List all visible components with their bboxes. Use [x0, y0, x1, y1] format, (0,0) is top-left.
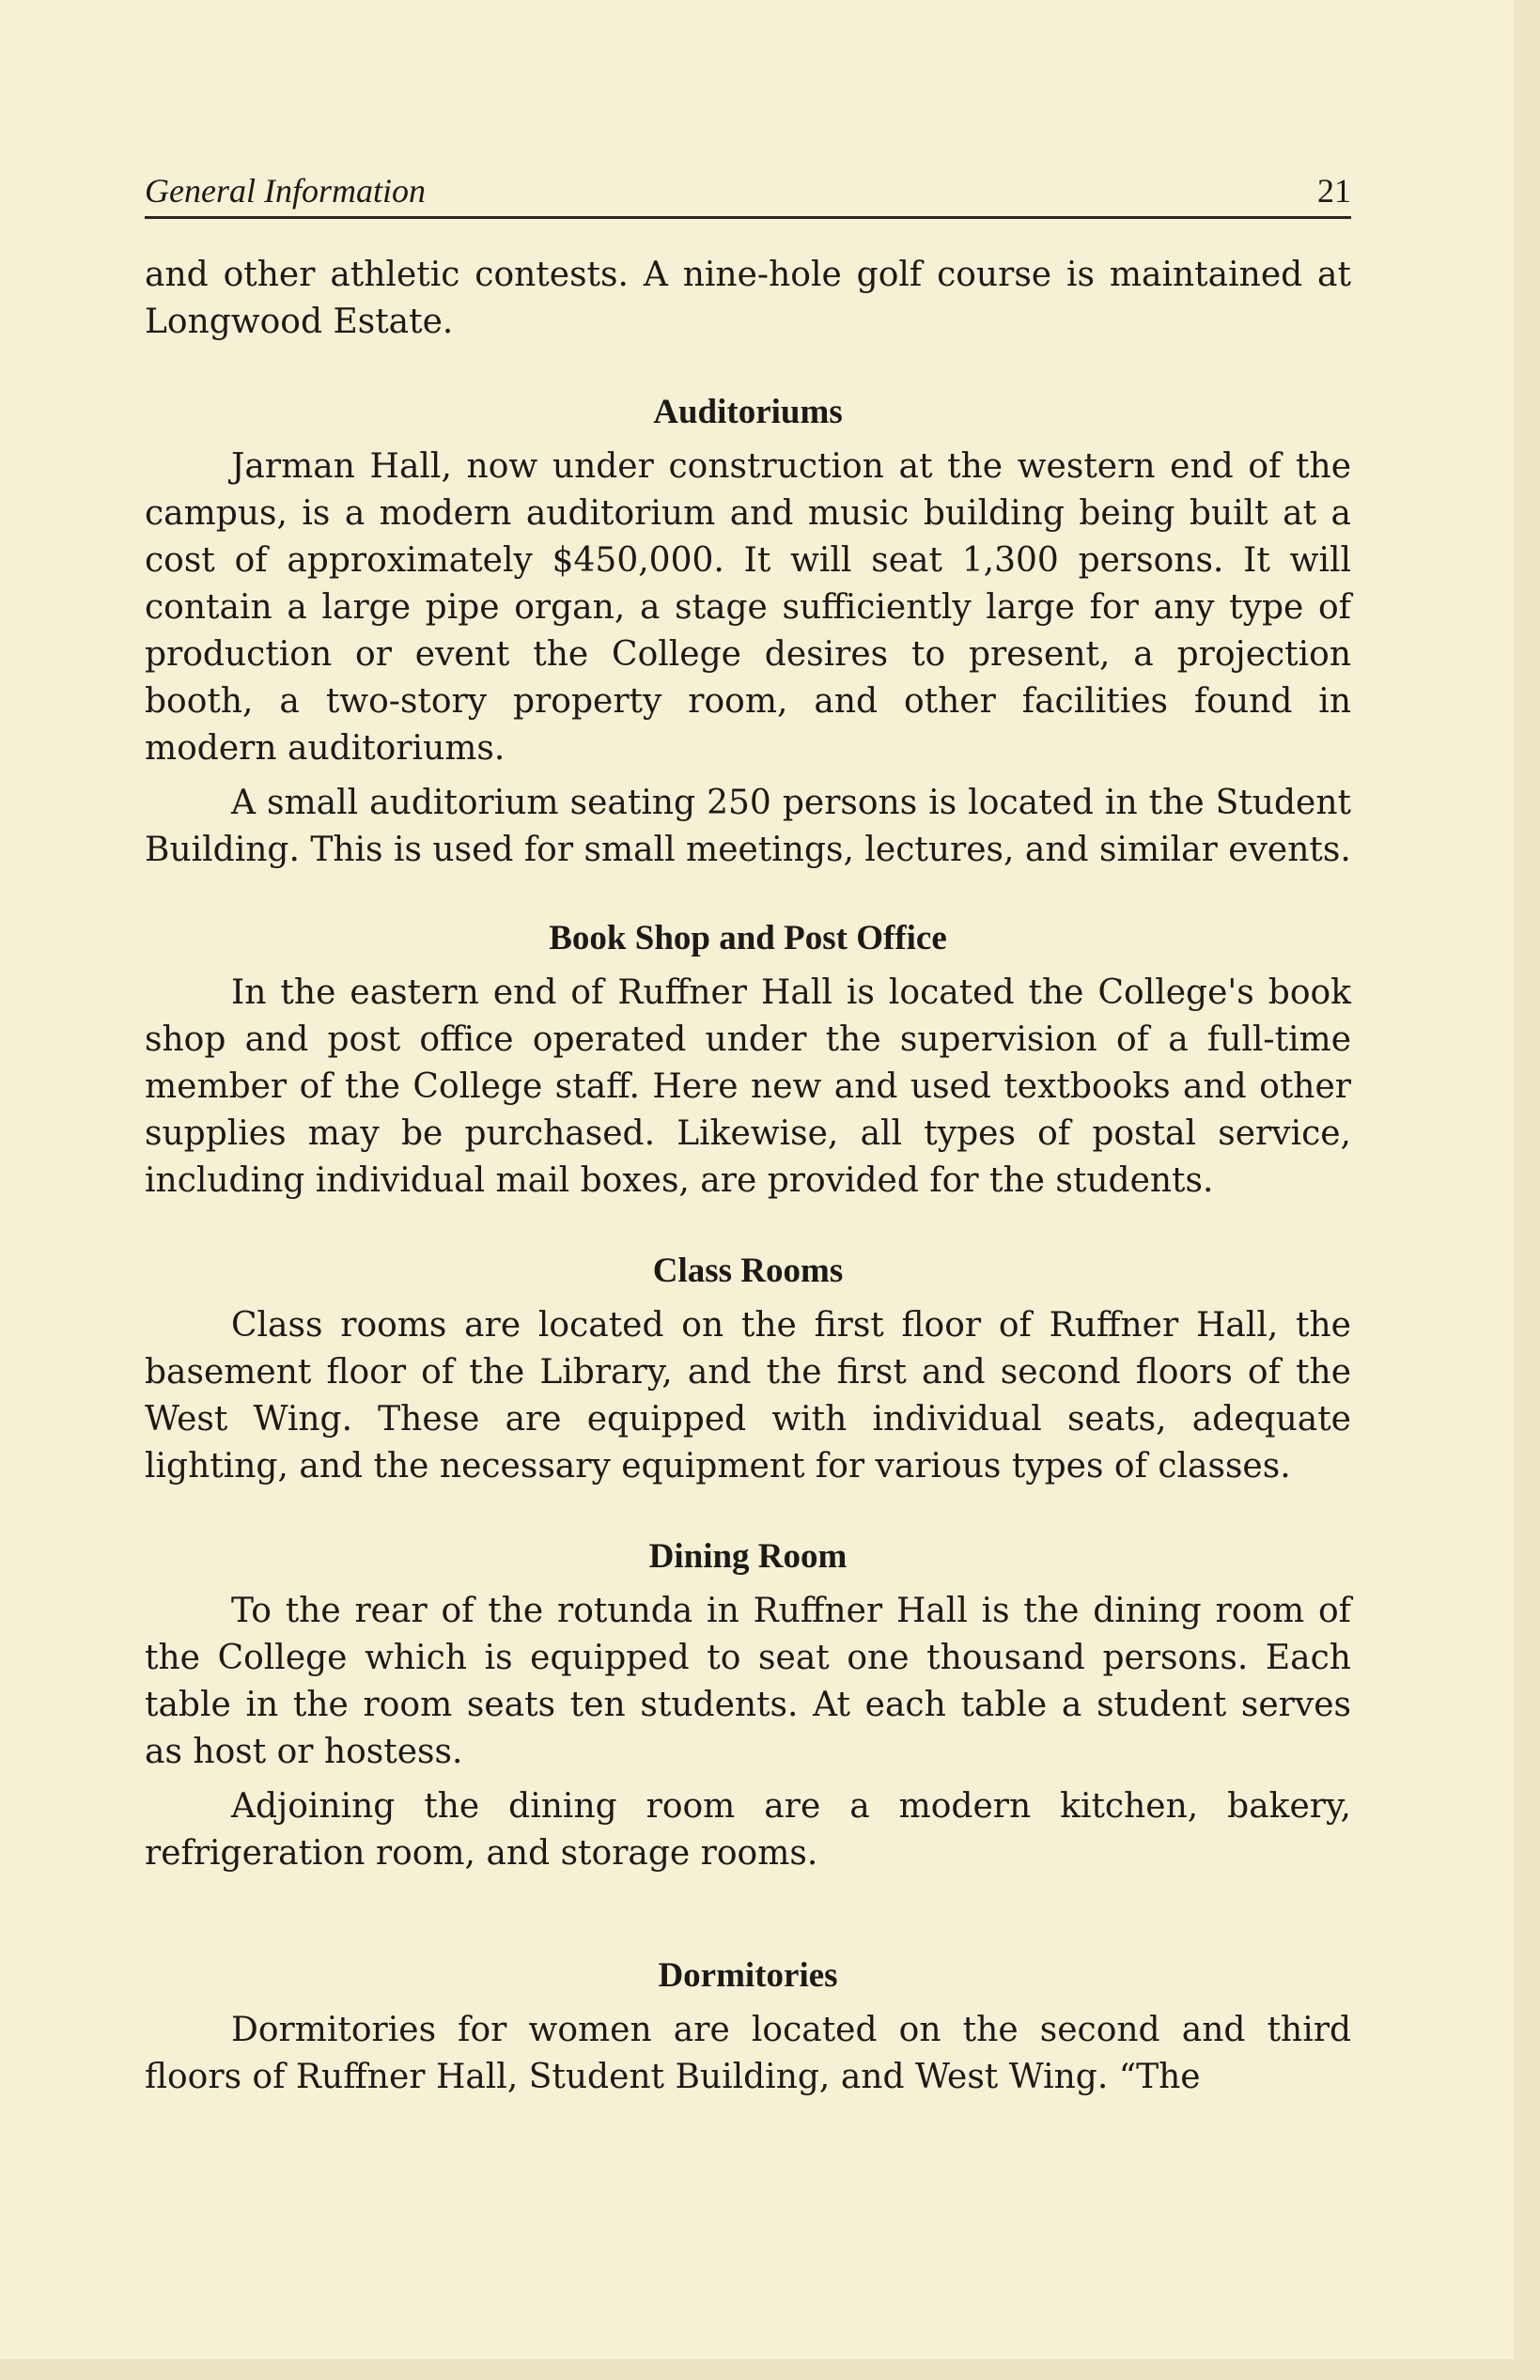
heading-dormitories: Dormitories: [658, 1956, 838, 1995]
page-edge-right: [1514, 0, 1540, 2380]
book-shop-paragraph: In the eastern end of Ruffner Hall is located the College's book shop and post office operated under the supervision of a full-time member of the College staff. Here new and used textbooks and other supplies may be purchased. Likewise, all types of postal service, including individual mail boxes, are provided for the students.: [145, 973, 1351, 1200]
dining-room-paragraph-2: Adjoining the dining room are a modern kitchen, bakery, refrigeration room, and storage rooms.: [145, 1787, 1351, 1873]
dormitories-paragraph: Dormitories for women are located on the second and third floors of Ruffner Hall, Student Building, and West Wing. “The: [145, 2011, 1351, 2096]
running-header: [145, 171, 1351, 219]
heading-class-rooms: Class Rooms: [652, 1252, 844, 1290]
auditoriums-paragraph-2: A small auditorium seating 250 persons is located in the Student Building. This is used for small meetings, lectures, and similar events.: [145, 784, 1351, 869]
auditoriums-paragraph-1: Jarman Hall, now under construction at the western end of the campus, is a modern auditorium and music building being built at a cost of approximately $450,000. It will seat 1,300 persons. It will contain a large pipe organ, a stage sufficiently large for any type of production or event the College desires to present, a projection booth, a two-story property room, and other facilities found in modern auditoriums.: [145, 447, 1351, 768]
heading-auditoriums: Auditoriums: [653, 393, 843, 431]
intro-paragraph: and other athletic contests. A nine-hole golf course is maintained at Longwood Estate.: [145, 256, 1351, 341]
page-number: 21: [1317, 172, 1351, 210]
running-header-title: General Information: [145, 172, 426, 210]
heading-book-shop: Book Shop and Post Office: [549, 919, 947, 957]
heading-dining-room: Dining Room: [648, 1537, 848, 1576]
class-rooms-paragraph: Class rooms are located on the first floor of Ruffner Hall, the basement floor of the Library, and the first and second floors of the West Wing. These are equipped with individual seats, adequate lighting, and the necessary equipment for various types of classes.: [145, 1306, 1351, 1486]
dining-room-paragraph-1: To the rear of the rotunda in Ruffner Hall is the dining room of the College which is equipped to seat one thousand persons. Each table in the room seats ten students. At each table a student serves as host or hostess.: [145, 1592, 1351, 1771]
page-edge-bottom: [0, 2359, 1540, 2380]
page-body: [145, 252, 1351, 2101]
